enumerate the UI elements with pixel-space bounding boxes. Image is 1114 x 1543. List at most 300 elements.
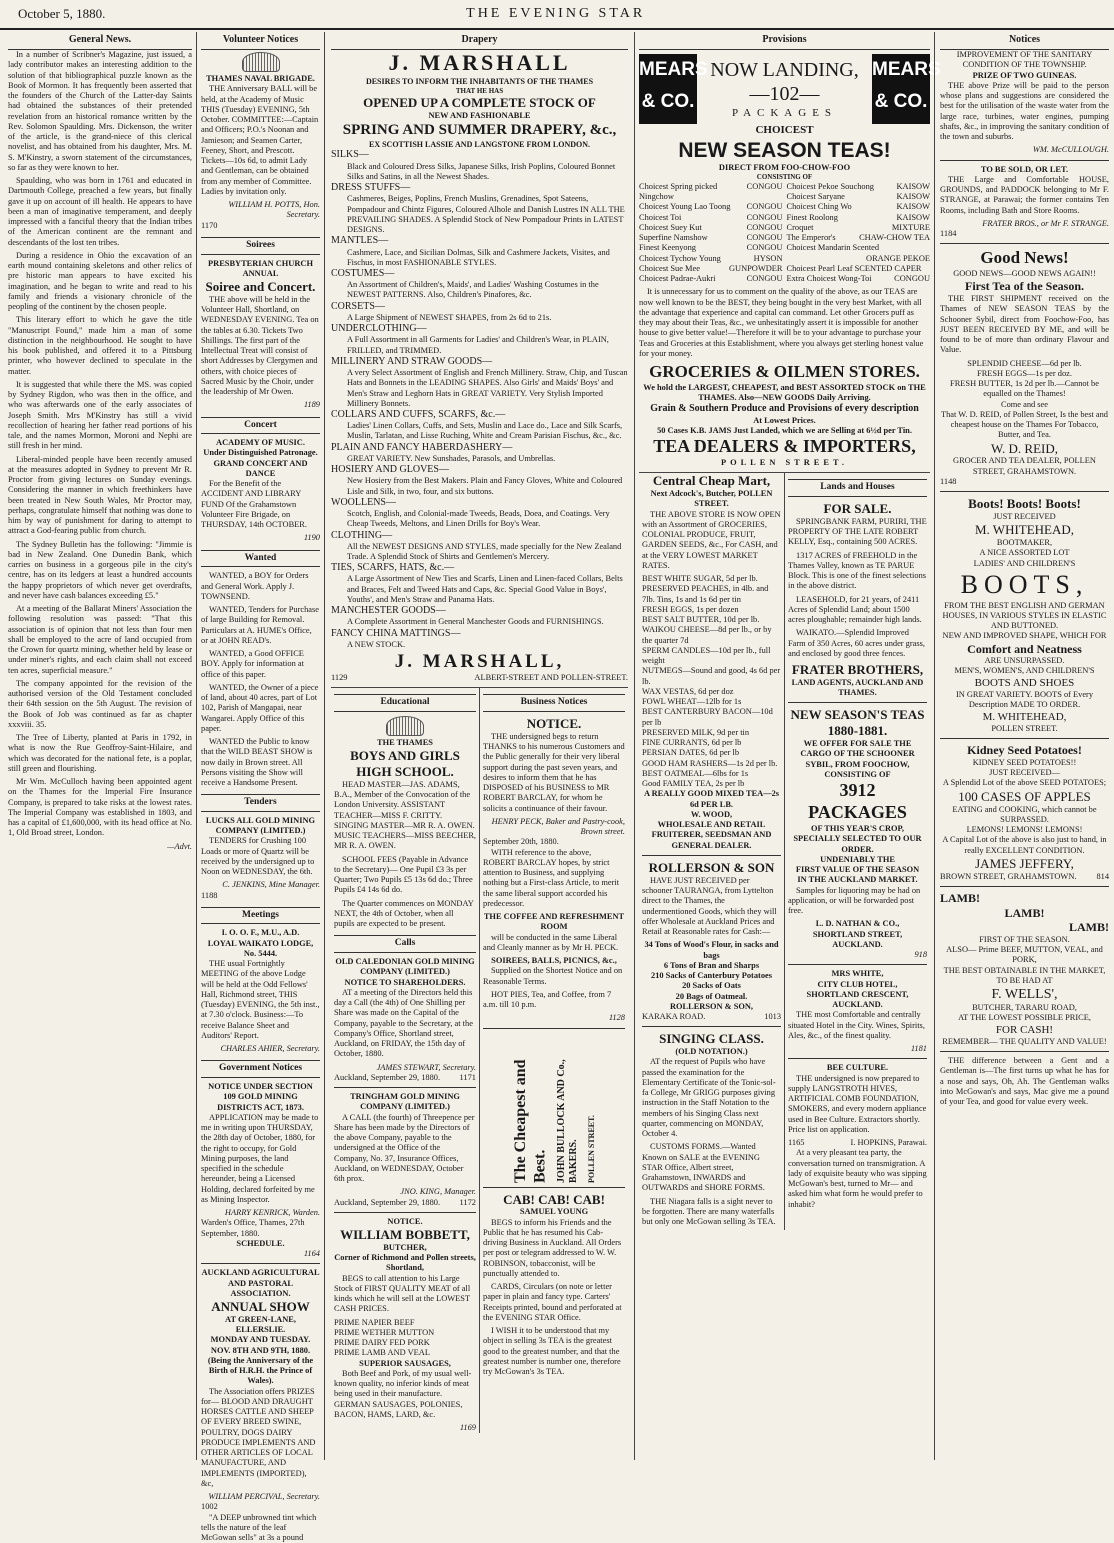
- bullock-street: POLLEN STREET.: [586, 1114, 596, 1183]
- mart-heading: Central Cheap Mart,: [652, 473, 771, 489]
- lands-body2: 1317 ACRES of FREEHOLD in the Thames Valley, known as TE PARUE Block. This is one of the finest selections in the above district.: [788, 550, 927, 591]
- nst-samples: Samples for liquoring may be had on application, or will be forwarded post free.: [788, 885, 921, 916]
- come-and-see: Come and see: [1001, 399, 1048, 409]
- drapery-item: UNDERCLOTHING— A Full Assortment in all Garments for Ladies' and Children's Wear, in PLAIN, FRILLED, and TRIMMED.: [331, 323, 609, 355]
- meeting-body: THE usual Fortnightly MEETING of the above Lodge will be held at the Odd Fellows' Hall, Richmond street, THIS (Tuesday) EVENING, the 5th inst., at 7.30 o'clock. Business:—To receive Balance Sheet and Auditors' Report.: [201, 959, 320, 1040]
- drapery-column: [324, 32, 634, 1460]
- agri-title: AUCKLAND AGRICULTURAL AND PASTORAL ASSOCIATION.: [201, 1268, 320, 1298]
- nst-number: 918: [914, 950, 927, 960]
- bobbett-address: Corner of Richmond and Pollen streets, Shortland,: [334, 1253, 476, 1273]
- tea-row: Croquet MIXTURE: [786, 222, 930, 232]
- calls-number: 1171: [459, 1072, 476, 1082]
- bobbett-notice: NOTICE.: [387, 1216, 423, 1226]
- tender-signature: C. JENKINS, Mine Manager.: [222, 880, 320, 890]
- drapery-item: COSTUMES— An Assortment of Children's, Maids', and Ladies' Washing Costumes in the NEWEST PATTERNS. Also, Children's Pinafores, &c.: [331, 268, 599, 300]
- boots-ladies: LADIES' AND CHILDREN'S: [973, 558, 1076, 568]
- marshall-name-footer: J. MARSHALL,: [394, 651, 565, 673]
- drapery-heading: Drapery: [331, 32, 628, 50]
- naval-number: 1170: [201, 220, 218, 230]
- customs-forms: CUSTOMS FORMS.—Wanted Known on SALE at the EVENING STAR Office, Albert street, Grahamstown, INWARDS and OUTWARDS and SHORE FORMS.: [642, 1142, 765, 1193]
- bee-body: THE undersigned is now prepared to supply LANGSTROTH HIVES, ARTIFICIAL COMB FOUNDATION, SMOKERS, and every modern appliance used in Bee Culture. Extractors shortly. Price list on application.: [788, 1073, 927, 1134]
- choicest-label: CHOICEST: [755, 124, 814, 137]
- groceries-heading: GROCERIES & OILMEN STORES.: [649, 362, 920, 382]
- mart-signature: W. WOOD,: [690, 809, 733, 819]
- whitehead-name: M. WHITEHEAD,: [974, 522, 1075, 538]
- news-paragraph: During a residence in Ohio the excavation of an earth mound containing skeletons and other relics of pre historic man appears to have excited his imagination, and he began to write and read to his family and friends a visionary chronicle of the peopling of the continent by the chosen people.: [8, 250, 192, 312]
- apples-cases: 100 CASES OF APPLES: [958, 788, 1091, 804]
- boots-received: JUST RECEIVED: [993, 512, 1056, 522]
- tea-list-left: [639, 182, 783, 285]
- meetings-heading: Meetings: [201, 907, 320, 925]
- bobbett-item: PRIME NAPIER BEEF: [334, 1317, 415, 1327]
- nst-body2: OF THIS YEAR'S CROP, SPECIALLY SELECTED TO OUR ORDER.: [793, 824, 922, 854]
- nathan-address: SHORTLAND STREET, AUCKLAND.: [812, 929, 903, 949]
- provisions-column: [634, 32, 941, 1460]
- apples-body: EATING and COOKING, which cannot be SURPASSED.: [952, 804, 1097, 824]
- drapery-item: WOOLLENS— Scotch, English, and Colonial-made Tweeds, Beads, Doea, and Coatings. Very Cheap Tweeds, Meltons, and Linen Drills for Boy's Wear.: [331, 496, 610, 529]
- soiree-concert: Soiree and Concert.: [205, 279, 316, 295]
- kidney-sub: KIDNEY SEED POTATOES!!: [972, 757, 1077, 767]
- meeting-title: I. O. O. F., M.U., A.D.: [221, 928, 300, 938]
- government-notices-heading: Government Notices: [201, 1060, 320, 1078]
- tea-row: Choicest Spring picked Ningchow CONGOU: [639, 181, 783, 202]
- provisions-lower: [639, 472, 930, 1230]
- cab-body: BEGS to inform his Friends and the Public that he has resumed his Cab-driving Business in Auckland. All Orders per post or telegram addressed to W. W. ROBINSON, tobacconist, will be punctually attended to.: [483, 1217, 622, 1278]
- drapery-item: PLAIN AND FANCY HABERDASHERY— GREAT VARIETY. New Sunshades, Parasols, and Umbrellas.: [331, 441, 556, 463]
- pollen-street: POLLEN STREET.: [720, 458, 849, 468]
- now-landing: NOW LANDING,: [710, 59, 859, 82]
- tea-row: The Emperor's CHAW-CHOW TEA: [786, 233, 930, 243]
- lower-ads: [331, 687, 628, 1433]
- lamb-body: ALSO— Prime BEEF, MUTTON, VEAL, and PORK,: [946, 945, 1103, 965]
- concert-dance: GRAND CONCERT AND DANCE: [213, 458, 308, 478]
- masthead: [0, 0, 1114, 30]
- jams-line: 50 Cases K.B. JAMS Just Landed, which we are Selling at 6½d per Tin.: [657, 425, 912, 435]
- mart-line: Good FAMILY TEA, 2s per lb: [642, 779, 745, 789]
- tringham-date: Auckland, September 29, 1880.: [334, 1197, 441, 1207]
- for-cash: FOR CASH!: [995, 1023, 1054, 1036]
- bobbett-item: PRIME DAIRY FED PORK: [334, 1338, 430, 1348]
- biz-notice: NOTICE.: [526, 716, 582, 732]
- boots-houses: FROM THE BEST ENGLISH AND GERMAN HOUSES, IN VARIOUS STYLES IN ELASTIC AND BUTTONED.: [942, 600, 1107, 631]
- mart-line: WAIKOU CHEESE—8d per lb., or by the quarter 7d: [642, 625, 772, 645]
- boots-variety: IN GREAT VARIETY. BOOTS of Every Description MADE TO ORDER.: [955, 690, 1094, 710]
- wanted-ad: WANTED, a BOY for Orders and General Work. Apply J. TOWNSEND.: [201, 571, 309, 601]
- mears-logo-right: MEARS & CO.: [872, 54, 930, 124]
- govt-number: 1164: [303, 1249, 320, 1259]
- news-paragraph: The Tree of Liberty, planted at Paris in 1792, in what is now the Rue Geoffroy-Saint-Hilaire, and which was decorated for the national fete, is a poplar, still green and flourishing.: [8, 733, 192, 773]
- tea-row: Choicest Ching Wo KAISOW: [786, 202, 930, 212]
- prize-signature: WM. McCULLOUGH.: [1032, 145, 1109, 155]
- rollerson-number: 1013: [764, 1012, 781, 1022]
- tea-dealers-heading: TEA DEALERS & IMPORTERS,: [653, 436, 916, 457]
- mart-line: NUTMEGS—Sound and good, 4s 6d per lb.: [642, 666, 781, 686]
- rollerson-line: 210 Sacks of Canterbury Potatoes: [651, 971, 772, 981]
- volunteer-notices-heading: Volunteer Notices: [201, 32, 320, 50]
- bobbett-item: PRIME LAMB AND VEAL: [334, 1348, 430, 1358]
- drapery-item: HOSIERY AND GLOVES— New Hosiery from the Best Makers. Plain and Fancy Gloves, White and Coloured Lisle and Silk, in two, four, and six buttons.: [331, 464, 623, 496]
- marshall-address: ALBERT-STREET AND POLLEN-STREET.: [474, 673, 628, 683]
- biz-number: 1128: [608, 1013, 625, 1023]
- mart-line: PERSIAN DATES, 6d per lb: [642, 748, 740, 758]
- concert-number: 1190: [303, 533, 320, 543]
- nst-year: 1880-1881.: [827, 723, 888, 739]
- tender-number: 1188: [201, 890, 218, 900]
- tea-list: [639, 182, 930, 285]
- notices-column: [196, 32, 324, 1543]
- lemons-body: A Capital Lot of the above is also just to hand, in really EXCELLENT CONDITION.: [942, 835, 1107, 855]
- reid-name: W. D. REID,: [990, 440, 1059, 456]
- singing-sub: (OLD NOTATION.): [675, 1047, 748, 1057]
- good-news-body: THE FIRST SHIPMENT received on the Thames of NEW SEASON TEAS by the Schooner Sybil, direct from Foochow-Foo, has JUST BEEN RECEIVED BY ME, and will be found to be of more than ordinary Flavour and Value.: [940, 294, 1109, 355]
- school-title: THE THAMES: [377, 738, 433, 748]
- calls-date: Auckland, September 29, 1880.: [334, 1072, 441, 1082]
- calls-signature: JAMES STEWART, Secretary.: [376, 1062, 476, 1072]
- tea-row: Choicest Suey Kut CONGOU: [639, 222, 783, 232]
- nst-body: WE OFFER FOR SALE THE CARGO OF THE SCHOONER SYBIL, FROM FOOCHOW, CONSISTING OF: [800, 739, 915, 779]
- boots-shape: NEW AND IMPROVED SHAPE, WHICH FOR: [942, 631, 1107, 641]
- cab-name: SAMUEL YOUNG: [519, 1207, 589, 1217]
- lands-body3: LEASEHOLD, for 21 years, of 2411 Acres of Splendid Land; about 1500 acres ploughable; remainder high lands.: [788, 594, 922, 625]
- kidney-title: Kidney Seed Potatoes!: [967, 743, 1082, 758]
- tea-snippet: "A DEEP unbrowned tint which tells the nature of the leaf McGowan sells" at 3s a pound: [201, 1512, 317, 1543]
- concert-patronage: Under Distinguished Patronage.: [203, 448, 318, 458]
- singing-title: SINGING CLASS.: [659, 1031, 764, 1047]
- news-paragraph: This literary effort to which he gave the title "Manuscript Found," made him a man of some distinction in the neighbourhood. He sought to have his book published, and offered it to a Pittsburg printer, who however declined to speculate in the matter.: [8, 315, 192, 376]
- boots-title: Boots! Boots! Boots!: [968, 496, 1081, 512]
- news-paragraph: Spaulding, who was born in 1761 and educated in Dartmouth College, preached a few years, but finally gave it up on account of ill health. He appears to have been a man of imaginative temperament, and deeply impressed with a fanciful theory that the Indian tribes of the American continent are the remnant and descendants of the lost ten tribes.: [8, 176, 192, 247]
- tea-note: It is unnecessary for us to comment on the quality of the above, as our TEAS are now well known to be the BEST, they being bought in the very best Market, with all the advantage that experience and capital can command. Let other Grocers puff as they may about their Teas, &c., we unhesitatingly assert it is impossible for another house to give better value!—Therefore it will be to your advantage to purchase your Teas and Groceries at this Establishment, where you always get sterling honest value for your money.: [639, 287, 924, 358]
- reid-number: 1148: [940, 476, 957, 486]
- soiree-body: THE above will be held in the Volunteer Hall, Shortland, on WEDNESDAY EVENING. Tea on the tables at 6.30. Tickets Two Shillings. The first part of the Intellectual Treat will consist of short Addresses by Clergymen and others, with choice pieces of Sacred Music by the Choir, under the leadership of Mr Owen.: [201, 294, 319, 397]
- wells-address: BUTCHER, TARARU ROAD,: [972, 1003, 1077, 1013]
- provisions-heading: Provisions: [639, 32, 930, 50]
- agri-body: The Association offers PRIZES for— BLOOD AND DRAUGHT HORSES CATTLE AND SHEEP OF EVERY BREED SWINE, POULTRY, DOGS DAIRY PRODUCE IMPLEMENTS AND OTHER ARTICLES OF LOCAL MANUFACTURE, AND IMPLEMENTS (IMPORTED), &c,: [201, 1386, 316, 1488]
- school-name: BOYS AND GIRLS HIGH SCHOOL.: [350, 748, 460, 780]
- rollerson-line: 20 Sacks of Oats: [682, 981, 741, 991]
- news-paragraph: In a number of Scribner's Magazine, just issued, a lady contributor makes an interesting addition to the solution of that bibliographical puzzle known as the Book of Mormon. It has frequently been asserted that the founders of the Church of the Latter-day Saints had obtained the substances of their pretended revelation from an historical romance written by the Rev. Solomon Spaulding. Mrs. Dickenson, the writer of the article, is the grand-niece of this clerical novelist, and has obtained from his daughter, Mrs. M. S. M'Kinstry, a sworn statement of the circumstances, so far as they were known to her.: [8, 50, 192, 172]
- general-news-heading: General News.: [8, 32, 192, 50]
- lamb-1: LAMB!: [940, 890, 980, 905]
- bobbett-item: PRIME WETHER MUTTON: [334, 1327, 435, 1337]
- mart-line: FRESH EGGS, 1s per dozen: [642, 604, 739, 614]
- mart-line: PRESERVED PEACHES, in 4lb. and 7lb. Tins, 1s and 1s 6d per tin: [642, 584, 769, 604]
- mart-line: BEST CANTERBURY BACON—10d per lb: [642, 707, 773, 727]
- nathan-name: L. D. NATHAN & CO.,: [815, 919, 900, 929]
- tea-row: Choicest Mandarin Scented: [786, 243, 880, 253]
- govt-body: APPLICATION may be made to me in writing upon THURSDAY, the 28th day of October, 1880, for the right to occupy, for Gold Mining purposes, the land specified in the schedule hereunder, being a Licensed Holding, declared forfeited by me as Mining Inspector.: [201, 1112, 319, 1204]
- white-hotel: CITY CLUB HOTEL,: [817, 979, 898, 989]
- drapery-item: MANTLES— Cashmere, Lace, and Sicilian Dolmas, Silk and Cashmere Jackets, Visites, and Fischus, in most FASHIONABLE STYLES.: [331, 235, 610, 267]
- tea-row: Choicest Pearl Leaf SCENTED CAPER: [786, 263, 922, 273]
- bee-title: BEE CULTURE.: [826, 1063, 889, 1073]
- marshall-sub: THAT HE HAS: [455, 86, 504, 95]
- news-paragraph: The Sydney Bulletin has the following: "Jimmie is bad in New Zealand. One Dunedin Bank, which carries on business in a gorgeous pile in the city's centre, has on its ledgers at least a hundred accounts the happy proprietors of which never get overdrafts, and never have cash balances exceeding £5.": [8, 539, 192, 600]
- bullock-cheapest: The Cheapest and Best.: [512, 1059, 549, 1183]
- concert-heading: Concert: [201, 417, 320, 435]
- biz-body3: will be conducted in the same Liberal and Cleanly manner as by Mr H. PECK.: [483, 932, 619, 952]
- for-sale: FOR SALE.: [823, 500, 892, 516]
- educational-heading: Educational: [334, 694, 476, 712]
- whitehead-footer: M. WHITEHEAD,: [982, 710, 1067, 723]
- boots-mens: MEN'S, WOMEN'S, AND CHILDREN'S: [954, 666, 1095, 676]
- bobbett-number: 1169: [459, 1423, 476, 1433]
- white-body: THE most Comfortable and centrally situated Hotel in the City. Wines, Spirits, Ales, &c., of the finest quality.: [788, 1010, 925, 1040]
- kidney-received: JUST RECEIVED—: [989, 768, 1060, 778]
- prize-body: THE above Prize will be paid to the person whose plans and suggestions are considered the best for the utilisation of the waste water from the large race, turbines, water engines, pumping shafts, &c., in improving the sanitary condition of the town and suburbs.: [940, 80, 1109, 142]
- mart-line: BEST OATMEAL—6lbs for 1s: [642, 768, 749, 778]
- wells-name: F. WELLS',: [991, 987, 1058, 1002]
- concert-title: ACADEMY OF MUSIC.: [216, 438, 305, 448]
- unsurpassed: ARE UNSURPASSED.: [984, 656, 1065, 666]
- good-news-line: SPLENDID CHEESE—6d per lb.: [967, 358, 1082, 368]
- drapery-item: DRESS STUFFS— Cashmeres, Beiges, Poplins, French Muslins, Grenadines, Spot Sateens, Pompadour and Chintz Figures, Coloured Alhole and Danish Lustres IN ALL THE PREVAILING SHADES. A Splendid Stock of New Pompadour Prints in LATEST DESIGNS.: [331, 182, 625, 235]
- first-tea: First Tea of the Season.: [964, 279, 1084, 294]
- white-address: SHORTLAND CRESCENT, AUCKLAND.: [806, 989, 909, 1010]
- bullock-name: JOHN BULLOCK AND Co., BAKERS.: [556, 1059, 580, 1183]
- comfort-neatness: Comfort and Neatness: [967, 641, 1082, 656]
- sold-body: THE Large and Comfortable HOUSE, GROUNDS, and PADDOCK belonging to Mr F. STRANGE, at Parawai; the former contains Ten Rooms, including Bath and Store Rooms.: [940, 174, 1109, 215]
- marshall-ex: EX SCOTTISH LASSIE AND LANGSTONE FROM LONDON.: [368, 139, 590, 149]
- kidney-body: A Splendid Lot of the above SEED POTATOES;: [942, 778, 1107, 788]
- soiree-number: 1189: [303, 400, 320, 410]
- wanted-ad: WANTED, Tenders for Purchase of large Building for Removal. Particulars at A. HUME's Office, or at JOHN READ's.: [201, 605, 319, 645]
- govt-date: Warden's Office, Thames, 27th September, 1880.: [201, 1218, 305, 1238]
- good-news-line: FRESH BUTTER, 1s 2d per lb.—Cannot be equalled on the Thames!: [950, 379, 1099, 399]
- drapery-item: MANCHESTER GOODS— A Complete Assortment in General Manchester Goods and FURNISHINGS.: [331, 605, 604, 627]
- rollerson-address: KARAKA ROAD.: [642, 1012, 706, 1022]
- school-body: HEAD MASTER—JAS. ADAMS, B.A., Member of the Convocation of the London University. ASSISTANT TEACHER—MISS F. CRITTY. SINGING MASTER—MR R. A. OWEN. MUSIC TEACHERS—MISS BEECHER, MR R. A. OWEN.: [334, 779, 477, 851]
- reid-address: GROCER AND TEA DEALER, POLLEN STREET, GRAHAMSTOWN.: [953, 456, 1096, 476]
- boots-and-shoes: BOOTS AND SHOES: [974, 676, 1075, 689]
- prize-title: IMPROVEMENT OF THE SANITARY CONDITION OF THE TOWNSHIP.: [956, 50, 1093, 70]
- naval-body: THE Anniversary BALL will be held, at the Academy of Music THIS (Tuesday) EVENING, 5th October. COMMITTEE:—Captain and Officers; P.O.'s Noonan and Jamieson; and Seamen Carter, Feeney, Short, and Prescott. Tickets—10s 6d, to admit Lady and Gentleman, can be obtained from any member of Committee. Ladies by invitation only.: [201, 84, 319, 196]
- agri-signature: WILLIAM PERCIVAL, Secretary.: [208, 1492, 320, 1502]
- new-season-teas: NEW SEASON TEAS!: [678, 138, 891, 162]
- govt-schedule: SCHEDULE.: [236, 1238, 285, 1248]
- package-count: —102—: [749, 83, 820, 106]
- calls-sub: NOTICE TO SHAREHOLDERS.: [344, 977, 466, 987]
- tringham-signature: JNO. KING, Manager.: [400, 1187, 476, 1197]
- drapery-item: CORSETS— A Large Shipment of NEWEST SHAPES, from 2s 6d to 21s.: [331, 300, 552, 322]
- packages-label: PACKAGES: [731, 106, 838, 119]
- tea-row: Extra Choicest Wong-Toi CONGOU: [786, 274, 930, 284]
- news-paragraph: The company appointed for the revision of the authorised version of the Old Testament concluded their 64th session on the 5th August. The revision of the Book of Job was continued as far as chapter xxxviii. 35.: [8, 678, 192, 729]
- wells-price: AT THE LOWEST POSSIBLE PRICE,: [958, 1013, 1091, 1023]
- agri-number: 1002: [201, 1502, 218, 1512]
- marshall-opened: OPENED UP A COMPLETE STOCK OF: [363, 95, 596, 111]
- biz-date: September 20th, 1880.: [483, 837, 559, 847]
- govt-title: NOTICE UNDER SECTION 109 GOLD MINING DISTRICTS ACT, 1873.: [208, 1082, 313, 1112]
- mart-signature-sub: WHOLESALE AND RETAIL FRUITERER, SEEDSMAN AND GENERAL DEALER.: [651, 820, 772, 850]
- mart-column: [639, 473, 784, 1230]
- tea-row: Choicest Tychow Young HYSON: [639, 253, 783, 263]
- singing-body: AT the request of Pupils who have passed the examination for the Elementary Certificate of the Tonic-sol-fa College, Mr GRIGG purposes giving instruction in the Staff Notation to the members of his Singing Class next quarter, commencing on MONDAY, October 4.: [642, 1057, 776, 1139]
- wanted-ad: WANTED, the Owner of a piece of land, about 40 acres, part of Lot 102, Parish of Mangapai, near Wangarei. Apply Office of this paper.: [201, 682, 319, 733]
- bee-signature: I. HOPKINS, Parawai.: [850, 1138, 927, 1148]
- mart-line: FOWL WHEAT—12lb for 1s: [642, 697, 742, 707]
- lands-column: [784, 473, 930, 1230]
- cab-title: CAB! CAB! CAB!: [503, 1191, 605, 1207]
- crest-icon: [242, 52, 280, 72]
- tender-title: LUCKS ALL GOLD MINING COMPANY (LIMITED.): [205, 815, 316, 836]
- lands-heading: Lands and Houses: [788, 479, 927, 497]
- bobbett-name: WILLIAM BOBBETT,: [340, 1227, 470, 1243]
- mears-ad: [639, 54, 941, 124]
- tea-list-right: [787, 182, 931, 285]
- rollerson-line: 20 Bags of Oatmeal.: [675, 991, 748, 1001]
- good-news-line: FRESH EGGS—1s per doz.: [977, 368, 1072, 378]
- agri-dates: NOV. 8TH AND 9TH, 1880.: [210, 1345, 311, 1355]
- drapery-item: COLLARS AND CUFFS, SCARFS, &c.— Ladies' Linen Collars, Cuffs, and Sets, Muslin and Lace do., Lace and Silk Scarfs, Muslin, Tarlatan, and Lisse Ruching, White and Cream Parisian Fischus, &c., &c.: [331, 409, 623, 441]
- mart-line: WAX VESTAS, 6d per doz: [642, 686, 734, 696]
- tea-row: Choicest Padrae-Aukri CONGOU: [639, 274, 783, 284]
- mart-line: BEST WHITE SUGAR, 5d per lb.: [642, 574, 758, 584]
- biz-soirees: SOIREES, BALLS, PICNICS, &c.,: [491, 956, 617, 966]
- notices-heading: Notices: [940, 32, 1109, 50]
- biz-body: THE undersigned begs to return THANKS to his numerous Customers and the Public generally for their very liberal support during the past seven years, and desires to inform them that he has DISPOSED of his BUSINESS to MR ROBERT BARCLAY, for whom he solicits a continuance of their favour.: [483, 731, 625, 813]
- meeting-lodge: LOYAL WAIKATO LODGE, No. 5444.: [207, 938, 314, 958]
- school-foot: The Quarter commences on MONDAY NEXT, the 4th of October, when all pupils are expected to be present.: [334, 898, 474, 929]
- biz-body4: Supplied on the Shortest Notice and on Reasonable Terms.: [483, 966, 623, 986]
- white-number: 1181: [910, 1044, 927, 1054]
- nst-market: IN THE AUCKLAND MARKET.: [797, 875, 918, 885]
- marshall-sub: DESIRES TO INFORM THE INHABITANTS OF THE THAMES: [365, 77, 594, 87]
- bobbett-body2: Both Beef and Pork, of my usual well-known quality, no inferior kinds of meat being used in their manufacture. GERMAN SAUSAGES, POLONIES, BACON, HAMS, LARD, &c.: [334, 1368, 472, 1419]
- naval-signature: WILLIAM H. POTTS, Hon. Secretary.: [228, 200, 320, 220]
- tea-party-snippet: At a very pleasant tea party, the conversation turned on transmigration. A lady of exquisite beauty who was sipping McGowan's best, turned to Mr— and asked him what form he would prefer to inhabit?: [788, 1148, 927, 1209]
- general-news-column: [4, 32, 196, 1460]
- agri-days: MONDAY AND TUESDAY.: [210, 1335, 311, 1345]
- tringham-number: 1172: [459, 1197, 476, 1207]
- sold-title: TO BE SOLD, OR LET.: [980, 164, 1069, 174]
- drapery-item: FANCY CHINA MATTINGS— A NEW STOCK.: [331, 627, 461, 649]
- lamb-2: LAMB!: [1004, 905, 1045, 920]
- lower-left: [331, 688, 479, 1433]
- nst-body3: UNDENIABLY THE: [820, 854, 895, 864]
- good-news-title: Good News!: [980, 248, 1069, 268]
- tea-row: Choicest Toi CONGOU: [639, 212, 783, 222]
- frater-brothers: FRATER BROTHERS,: [791, 662, 924, 678]
- marshall-new: NEW AND FASHIONABLE: [428, 111, 531, 121]
- school-crest-icon: [386, 716, 424, 736]
- news-paragraph: Mr Wm. McCulloch having been appointed agent on the Thames for the Imperial Fire Insurance Company, is prepared to take risks at the lowest rates. The Imperial Company was established in 1803, and has a capital of £1,600,000, with its head office at No. 1, Old Broad street, London.: [8, 777, 192, 838]
- drapery-item: SILKS— Black and Coloured Dress Silks, Japanese Silks, Irish Poplins, Coloured Bonnet Silks and Satins, in all the Newest Shades.: [331, 149, 616, 181]
- rollerson-line: 6 Tons of Bran and Sharps: [663, 960, 760, 970]
- consisting-of: CONSISTING OF: [756, 173, 813, 182]
- whitehead-street: POLLEN STREET.: [991, 724, 1058, 734]
- mart-address: Next Adcock's, Butcher, POLLEN STREET.: [650, 489, 773, 509]
- calls-heading: Calls: [334, 935, 476, 953]
- right-notices-column: [934, 32, 1114, 1460]
- jeffery-address: BROWN STREET, GRAHAMSTOWN.: [940, 871, 1077, 881]
- boots-lot: A NICE ASSORTED LOT: [979, 548, 1070, 558]
- business-notices-heading: Business Notices: [483, 694, 625, 712]
- soirees-heading: Soirees: [201, 237, 320, 255]
- drapery-item: TIES, SCARFS, HATS, &c.— A Large Assortment of New Ties and Scarfs, Linen and Linen-faced Collars, Belts and Braces, Felt and Tweed Hats and Caps, &c. Special Good Value in Boys', Youths', and Men's Straw and Panama Hats.: [331, 562, 623, 604]
- jeffery-name: JAMES JEFFERY,: [975, 855, 1074, 871]
- biz-signature: HENRY PECK, Baker and Pastry-cook, Brown street.: [491, 816, 625, 837]
- good-news-body2: That W. D. REID, of Pollen Street, Is the best and cheapest house on the Thames For Tobacco, Butter, and Tea.: [940, 409, 1108, 440]
- news-paragraph: Liberal-minded people have been recently amused at the measures adopted in Sydney to prevent Mr R. Proctor from giving lectures on Sunday evenings. Considering the manner in which freethinkers have been treated in New South Wales, Mr Proctor may, perhaps, congratulate himself that nothing was done to him by way of punishment for daring to attempt to attract a God-fearing public from church.: [8, 454, 192, 536]
- tea-row: Choicest Young Lao Toong CONGOU: [639, 202, 783, 212]
- lamb-best: THE BEST OBTAINABLE IN THE MARKET,: [943, 965, 1106, 975]
- mart-line: FINE CURRANTS, 6d per lb: [642, 738, 742, 748]
- tringham-body: A CALL (the fourth) of Threepence per Share has been made by the Directors of the above Company, payable to the undersigned at the Office of the Company, No. 37, Insurance Offices, Auckland, on WEDNESDAY, October 6th prox.: [334, 1112, 475, 1184]
- jeffery-number: 814: [1096, 871, 1109, 881]
- govt-signature: HARRY KENRICK, Warden.: [224, 1208, 320, 1218]
- mart-tail: A REALLY GOOD MIXED TEA—2s 6d PER LB.: [643, 789, 780, 809]
- news-paragraph: It is suggested that while there the MS. was copied by Sydney Rigdon, who was then in the office, and who was afterwards one of the early associates of Joseph Smith. Mrs M'Kinstry has still a vivid recollection of hearing her father read portions of his tale, and the names Mormon, Moroni and Nephi are still fresh in her mind.: [8, 379, 192, 451]
- marshall-name: J. MARSHALL: [388, 50, 571, 76]
- tea-row: Finest Roolong KAISOW: [786, 212, 930, 222]
- tea-row: Superfine Namshow CONGOU: [639, 233, 783, 243]
- mears-logo-left: MEARS & CO.: [639, 54, 697, 124]
- calls-title: OLD CALEDONIAN GOLD MINING COMPANY (LIMITED.): [335, 957, 475, 977]
- biz-body2: WITH reference to the above, ROBERT BARCLAY hopes, by strict attention to Business, and supplying nothing but a First-class Article, to merit the same liberal support accorded his predecessor.: [483, 847, 620, 908]
- white-name: MRS WHITE,: [831, 969, 884, 979]
- newspaper-title: THE EVENING STAR: [466, 6, 646, 21]
- drapery-item: MILLINERY AND STRAW GOODS— A very Select Assortment of English and French Millinery. Straw, Chip, and Tuscan Hats and Bonnets in the LEADING SHAPES. Also Girls' and Maids' Boys' and Men's Straw and Leghorn Hats in GREAT VARIETY. Very Stylish Imported Millinery Bonnets.: [331, 355, 628, 408]
- tea-row: Choicest Sue Mee GUNPOWDER: [639, 263, 783, 273]
- soiree-title: PRESBYTERIAN CHURCH: [208, 258, 313, 268]
- tringham-title: TRINGHAM GOLD MINING COMPANY (LIMITED.): [350, 1092, 460, 1112]
- concert-body: For the Benefit of the ACCIDENT AND LIBRARY FUND Of the Grahamstown Volunteer Fire Brigade, on THURSDAY, 14th OCTOBER.: [201, 479, 307, 530]
- whitehead-trade: BOOTMAKER,: [996, 538, 1053, 548]
- advt-mark: —Advt.: [167, 841, 192, 851]
- good-news-sub: GOOD NEWS—GOOD NEWS AGAIN!!: [953, 269, 1096, 279]
- boots-big: BOOTS,: [960, 569, 1089, 599]
- meeting-signature: CHARLES AHIER, Secretary.: [220, 1044, 320, 1054]
- wanted-ad: WANTED the Public to know that the WILD BEAST SHOW is now daily in Brown street. All Persons visiting the Show will receive a Handsome Present.: [201, 737, 313, 788]
- soiree-annual: ANNUAL: [242, 268, 279, 278]
- tea-wish: I WISH it to be understood that my object in selling 3s TEA is the greatest good to the greatest number, and that the greatest number is number one, therefore try McGowan's 3s TEA.: [483, 1326, 621, 1377]
- lamb-3: LAMB!: [1069, 920, 1109, 935]
- gent-snippet: THE difference between a Gent and a Gentleman is—The first turns up what he has for a nose and says, Oh, Ah. The Gentleman walks into McGowan's and says, Mac give me a pound of your Tea, and good for value every week.: [940, 1056, 1109, 1107]
- biz-body5: HOT PIES, Tea, and Coffee, from 7 a.m. till 10 p.m.: [483, 989, 612, 1010]
- tea-row: Choicest Pekoe Souchong KAISOW: [786, 181, 930, 191]
- bee-number: 1165: [788, 1138, 805, 1148]
- agri-note: (Being the Anniversary of the Birth of H.R.H. the Prince of Wales).: [207, 1355, 314, 1386]
- tea-row: ORANGE PEKOE: [866, 253, 930, 263]
- issue-date: October 5, 1880.: [18, 6, 106, 21]
- marshall-number: 1129: [331, 673, 348, 683]
- grain-line: Grain & Southern Produce and Provisions of every description: [650, 403, 919, 415]
- agri-location: AT GREEN-LANE, ELLERSLIE.: [225, 1314, 296, 1335]
- agri-show: ANNUAL SHOW: [211, 1299, 310, 1315]
- naval-title: THAMES NAVAL BRIGADE.: [206, 74, 315, 84]
- biz-coffee: THE COFFEE AND REFRESHMENT ROOM: [483, 912, 625, 932]
- direct-from: DIRECT FROM FOO-CHOW-FOO: [718, 163, 851, 173]
- rollerson-title: ROLLERSON & SON: [648, 859, 775, 875]
- cards-body: CARDS, Circulars (on note or letter paper in plain and fancy type. Carters' Receipts printed, bound and perforated at the EVENING STAR Office.: [483, 1282, 622, 1322]
- rollerson-line: 34 Tons of Wood's Flour, in sacks and bags: [644, 940, 779, 960]
- lands-body: SPRINGBANK FARM, PURIRI, THE PROPERTY OF THE LATE ROBERT KELLY, Esq., containing 500 ACRES.: [788, 516, 927, 547]
- rollerson-signature: ROLLERSON & SON,: [669, 1001, 754, 1011]
- bobbett-body: BEGS to call attention to his Large Stock of FIRST QUALITY MEAT of all kinds which he will sell at the LOWEST CASH PRICES.: [334, 1273, 471, 1314]
- tea-row: Finest Keenyong CONGOU: [639, 243, 783, 253]
- rollerson-body: HAVE JUST RECEIVED per schooner TAURANGA, from Lyttelton direct to the Thames, the undermentioned Goods, which they will offer Wholesale at Auckland Prices and Retail at Reasonable rates for Cash:—: [642, 875, 777, 937]
- news-paragraph: At a meeting of the Ballarat Miners' Association the following resolution was passed: "That this association is of opinion that not less than four men shall be employed to the acre of land occupied from the Crown for quartz mining, whether held by lease or under miner's rights, and each claim shall not exceed ten acres, superficial measure.": [8, 604, 192, 675]
- nst-title: NEW SEASON'S TEAS: [790, 707, 925, 723]
- prize-guineas: PRIZE OF TWO GUINEAS.: [972, 70, 1077, 80]
- tea-row: Choicest Saryane KAISOW: [786, 192, 930, 202]
- calls-body: AT a meeting of the Directors held this day a Call (the 4th) of One Shilling per Share was made on the Capital of the Company, payable to the Secretary, at the Company's Office, Shortland street, Auckland, on FRIDAY, the 15th day of October, 1880.: [334, 987, 473, 1059]
- remember: REMEMBER— THE QUALITY AND VALUE!: [942, 1036, 1107, 1046]
- wanted-heading: Wanted: [201, 550, 320, 568]
- bullock-ad: [483, 1033, 625, 1183]
- bobbett-trade: BUTCHER,: [383, 1242, 427, 1252]
